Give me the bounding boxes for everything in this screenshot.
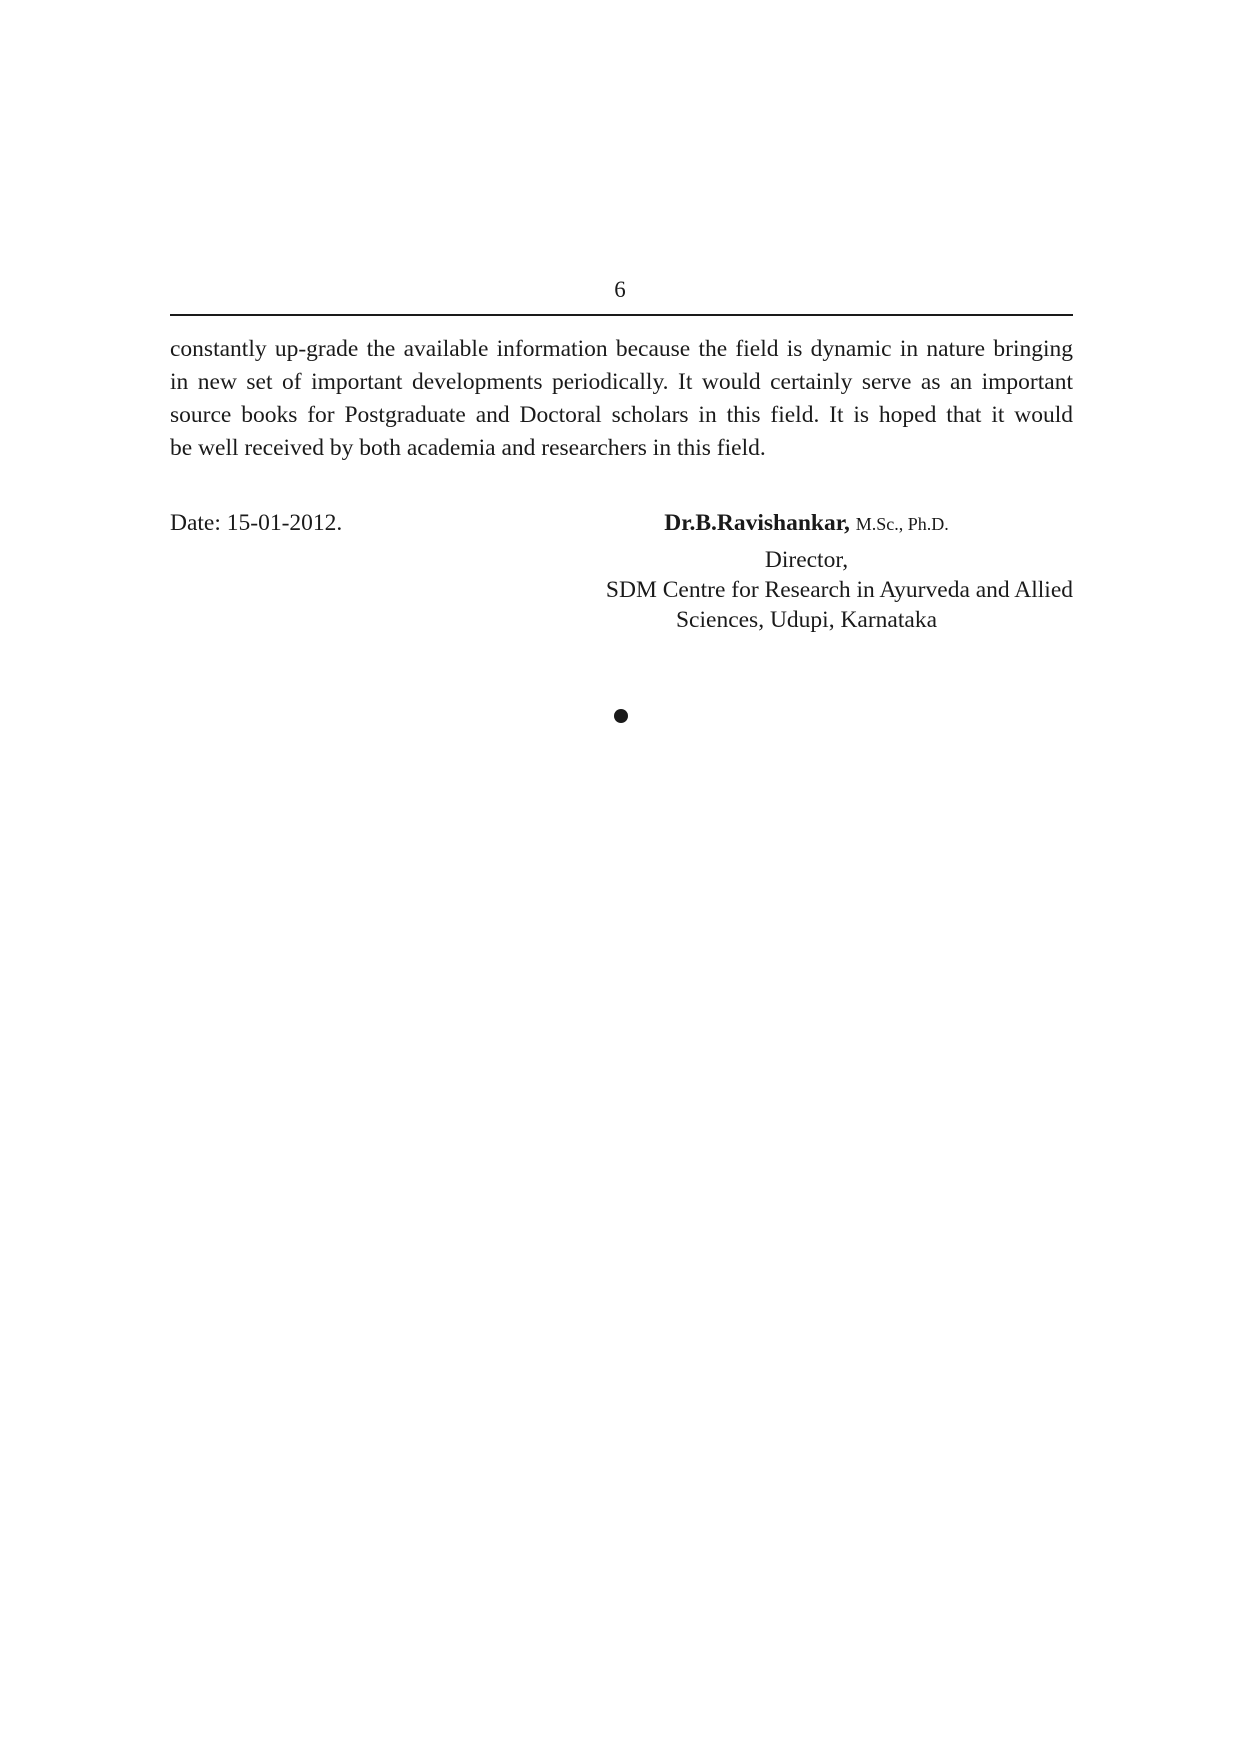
signature-name-line (540, 508, 1073, 539)
signature-organization-line-1: SDM Centre for Research in Ayurveda and Allied (605, 577, 1073, 603)
body-line: constantly up-grade the available information because the field is dynamic in nature bringing (170, 336, 1073, 362)
signature-title: Director, (764, 547, 849, 573)
body-line: in new set of important developments periodically. It would certainly serve as an important (170, 369, 1073, 395)
body-line: be well received by both academia and researchers in this field. (170, 435, 766, 461)
signature-organization-line-2: Sciences, Udupi, Karnataka (675, 607, 937, 633)
signature-block (540, 508, 1073, 635)
body-line: source books for Postgraduate and Doctoral scholars in this field. It is hoped that it would (170, 402, 1073, 428)
date-line: Date: 15-01-2012. (170, 510, 343, 536)
body-paragraph (170, 333, 1073, 465)
header-rule (170, 314, 1073, 316)
end-mark-bullet (614, 709, 628, 723)
page-number: 6 (614, 277, 626, 302)
signature-name: Dr.B.Ravishankar, (664, 510, 850, 536)
signature-degree: M.Sc., Ph.D. (855, 514, 949, 534)
